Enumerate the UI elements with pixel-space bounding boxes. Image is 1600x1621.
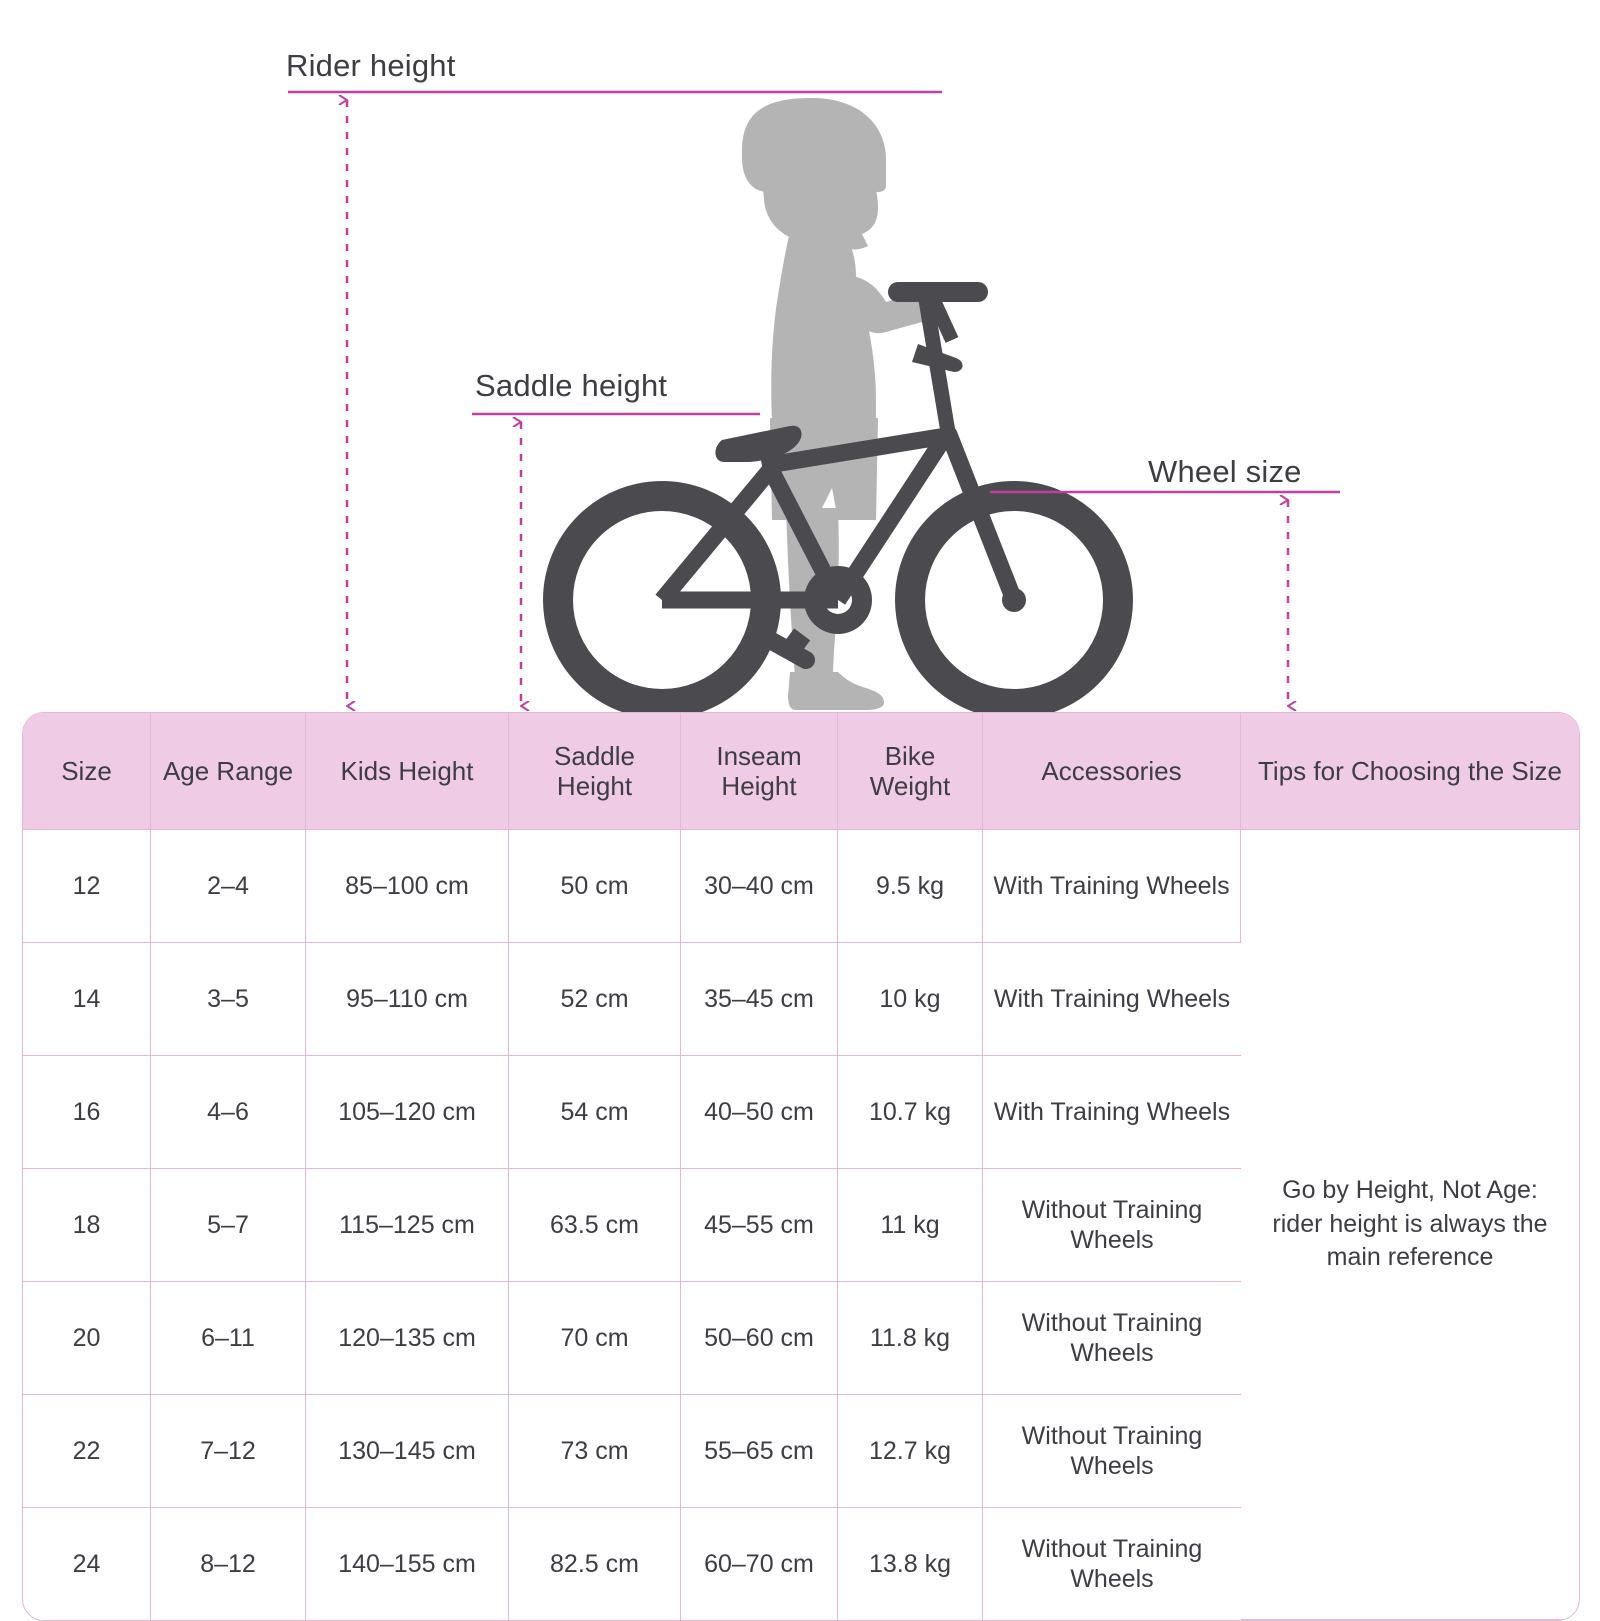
cell-kids-height: 85–100 cm xyxy=(306,830,509,943)
cell-bike-weight: 12.7 kg xyxy=(838,1395,983,1508)
cell-kids-height: 130–145 cm xyxy=(306,1395,509,1508)
cell-saddle-height: 73 cm xyxy=(509,1395,681,1508)
cell-tips: Go by Height, Not Age: rider height is always the main reference xyxy=(1241,830,1579,1620)
cell-age: 6–11 xyxy=(151,1282,306,1395)
cell-bike-weight: 11.8 kg xyxy=(838,1282,983,1395)
cell-size: 14 xyxy=(23,943,151,1056)
cell-kids-height: 115–125 cm xyxy=(306,1169,509,1282)
bike-sizing-illustration xyxy=(0,0,1600,720)
table-row xyxy=(23,830,1579,943)
cell-bike-weight: 10 kg xyxy=(838,943,983,1056)
cell-age: 8–12 xyxy=(151,1508,306,1620)
cell-saddle-height: 63.5 cm xyxy=(509,1169,681,1282)
cell-size: 20 xyxy=(23,1282,151,1395)
header-bike-weight: Bike Weight xyxy=(838,713,983,830)
cell-inseam-height: 50–60 cm xyxy=(681,1282,838,1395)
cell-age: 2–4 xyxy=(151,830,306,943)
cell-inseam-height: 45–55 cm xyxy=(681,1169,838,1282)
cell-saddle-height: 82.5 cm xyxy=(509,1508,681,1620)
header-row xyxy=(23,713,1579,830)
header-size: Size xyxy=(23,713,151,830)
bike-and-rider-graphic xyxy=(0,0,1600,720)
cell-kids-height: 95–110 cm xyxy=(306,943,509,1056)
cell-saddle-height: 54 cm xyxy=(509,1056,681,1169)
cell-accessories: Without Training Wheels xyxy=(1021,1535,1203,1593)
cell-accessories: Without Training Wheels xyxy=(983,1169,1241,1282)
cell-bike-weight: 9.5 kg xyxy=(838,830,983,943)
saddle-height-label: Saddle height xyxy=(475,368,668,403)
header-age-range: Age Range xyxy=(151,713,306,830)
header-saddle-height: Saddle Height xyxy=(509,713,681,830)
cell-saddle-height: 52 cm xyxy=(509,943,681,1056)
cell-kids-height: 120–135 cm xyxy=(306,1282,509,1395)
cell-inseam-height: 55–65 cm xyxy=(681,1395,838,1508)
bike-size-table xyxy=(22,712,1580,1621)
cell-age: 7–12 xyxy=(151,1395,306,1508)
cell-age: 5–7 xyxy=(151,1169,306,1282)
cell-size: 16 xyxy=(23,1056,151,1169)
cell-inseam-height: 40–50 cm xyxy=(681,1056,838,1169)
cell-age: 3–5 xyxy=(151,943,306,1056)
cell-size: 22 xyxy=(23,1395,151,1508)
cell-inseam-height: 35–45 cm xyxy=(681,943,838,1056)
header-inseam-height: Inseam Height xyxy=(681,713,838,830)
header-accessories: Accessories xyxy=(983,713,1241,830)
header-tips: Tips for Choosing the Size xyxy=(1241,713,1579,830)
cell-kids-height: 105–120 cm xyxy=(306,1056,509,1169)
cell-inseam-height: 30–40 cm xyxy=(681,830,838,943)
cell-accessories: Without Training Wheels xyxy=(983,1395,1241,1508)
cell-bike-weight: 10.7 kg xyxy=(838,1056,983,1169)
header-kids-height: Kids Height xyxy=(306,713,509,830)
cell-size: 12 xyxy=(23,830,151,943)
cell-accessories: With Training Wheels xyxy=(983,1056,1241,1169)
size-chart-container xyxy=(22,712,1578,1621)
cell-bike-weight: 11 kg xyxy=(838,1169,983,1282)
cell-size: 24 xyxy=(23,1508,151,1620)
cell-bike-weight: 13.8 kg xyxy=(838,1508,983,1620)
cell-saddle-height: 50 cm xyxy=(509,830,681,943)
cell-age: 4–6 xyxy=(151,1056,306,1169)
cell-accessories: Without Training Wheels xyxy=(983,1282,1241,1395)
cell-saddle-height: 70 cm xyxy=(509,1282,681,1395)
wheel-size-label: Wheel size xyxy=(1148,454,1302,489)
table-header xyxy=(23,713,1579,830)
cell-inseam-height: 60–70 cm xyxy=(681,1508,838,1620)
rider-height-label: Rider height xyxy=(286,48,456,83)
cell-size: 18 xyxy=(23,1169,151,1282)
table-body xyxy=(23,830,1579,1620)
cell-accessories: With Training Wheels xyxy=(983,943,1241,1056)
cell-accessories: With Training Wheels xyxy=(983,830,1241,943)
cell-kids-height: 140–155 cm xyxy=(306,1508,509,1620)
